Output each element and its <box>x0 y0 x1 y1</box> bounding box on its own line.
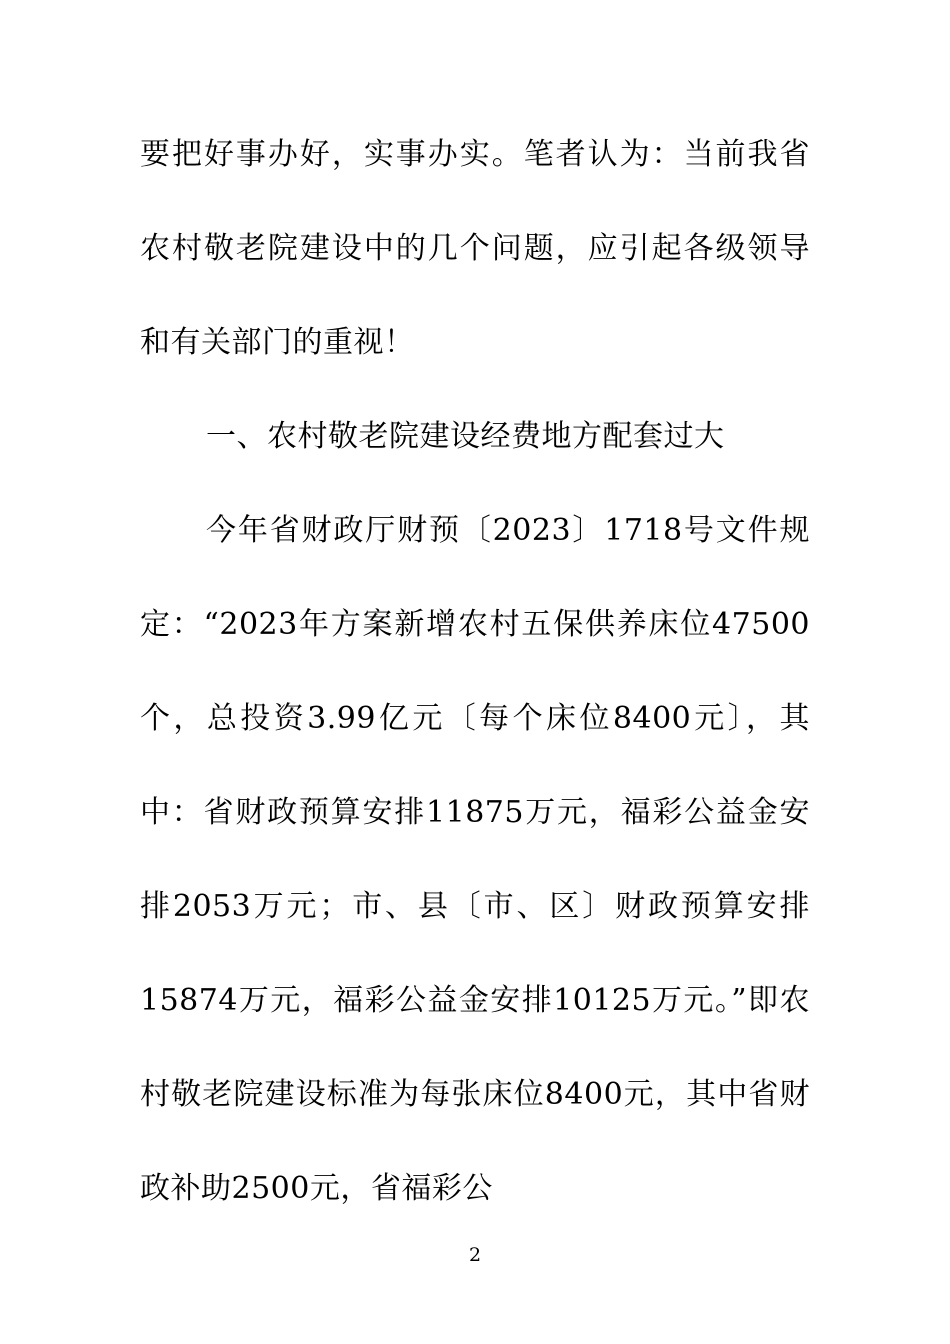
document-body <box>140 108 810 1236</box>
paragraph-funding-detail: 今年省财政厅财预〔2023〕1718号文件规定：“2023年方案新增农村五保供养床位47500个，总投资3.99亿元〔每个床位8400元〕，其中：省财政预算安排11875万元，福彩公益金安排2053万元；市、县〔市、区〕财政预算安排15874万元，福彩公益金安排10125万元。”即农村敬老院建设标准为每张床位8400元，其中省财政补助2500元，省福彩公 <box>140 513 810 1206</box>
paragraph-continued-opening: 要把好事办好，实事办实。笔者认为：当前我省农村敬老院建设中的几个问题，应引起各级领导和有关部门的重视！ <box>140 137 810 360</box>
page-number: 2 <box>468 1244 482 1266</box>
paragraph-heading-one: 一、农村敬老院建设经费地方配套过大 <box>206 419 725 454</box>
